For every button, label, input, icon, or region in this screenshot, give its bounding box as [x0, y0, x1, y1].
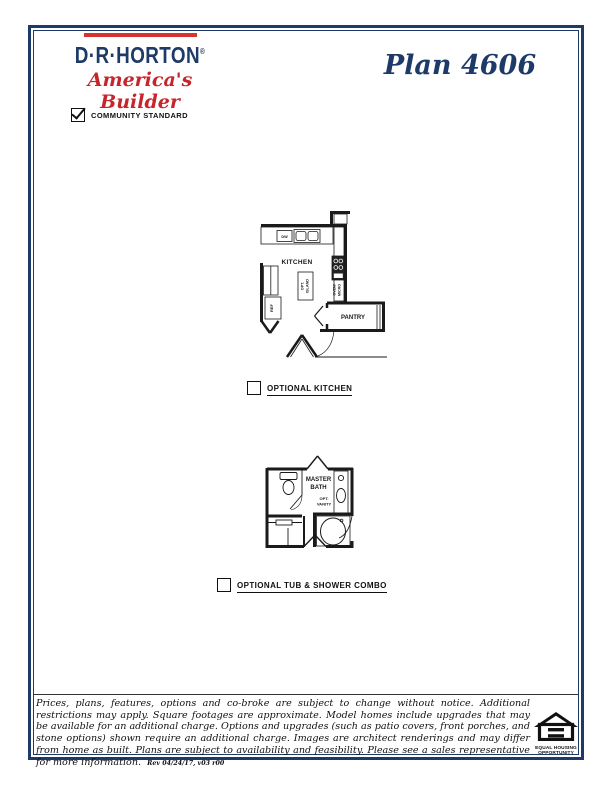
island-label-line2: ISLAND	[305, 278, 310, 294]
sink-faucet-icon	[338, 475, 343, 480]
kitchen-floor-plan	[238, 203, 390, 365]
master-bath-floor-plan	[253, 450, 375, 590]
optional-tub-shower-option	[217, 578, 387, 593]
dishwasher-label: DW	[281, 235, 288, 239]
vanity-label-line2: VANITY	[316, 501, 332, 507]
registered-mark: ®	[200, 47, 206, 56]
bath-room-label-line1: MASTER	[305, 477, 332, 483]
bath-room-label-line2: BATH	[310, 485, 327, 491]
brand-name-text: D·R·HORTON	[74, 42, 201, 68]
oven-label-line2: MICRO	[337, 284, 342, 296]
pantry-label: PANTRY	[341, 315, 365, 321]
equal-housing-logo	[533, 711, 579, 757]
community-standard-option	[71, 108, 188, 122]
bath-walls	[267, 456, 353, 548]
equal-housing-text-line1: EQUAL HOUSING	[535, 746, 577, 751]
toilet-icon	[280, 473, 297, 480]
page-title: Plan 4606	[383, 50, 537, 81]
equal-housing-text-line2: OPPORTUNITY	[538, 751, 574, 757]
optional-kitchen-checkbox[interactable]	[247, 381, 261, 395]
optional-tub-shower-label: OPTIONAL TUB & SHOWER COMBO	[237, 578, 387, 593]
island-label-line1: OPT.	[300, 281, 305, 291]
optional-kitchen-option	[247, 381, 352, 396]
drhorton-logo	[45, 33, 235, 113]
vanity-label-line1: OPT.	[319, 496, 329, 501]
oven-label-line1: OVEN/	[332, 284, 337, 296]
community-standard-label: COMMUNITY STANDARD	[91, 111, 188, 120]
community-standard-checkbox[interactable]	[71, 108, 85, 122]
footer-divider	[34, 694, 578, 695]
brand-tagline: America's Builder	[87, 69, 193, 113]
disclaimer-body: Prices, plans, features, options and co-broke are subject to change without notice. Additional restrictions may apply. Square footages are approximate. Model homes include upgrades that may be available for an additional charge. Options and upgrades (such as patio covers, front porches, and stone options) shown require an additional charge. Images are architect renderings and may differ from home as built. Plans are subject to availability and feasibility. Please see a sales representative for more information.	[36, 698, 530, 768]
brand-name	[62, 39, 218, 68]
sink-icon	[337, 489, 346, 503]
kitchen-walls	[261, 212, 387, 357]
kitchen-room-label: KITCHEN	[281, 259, 313, 266]
equal-housing-house-icon	[533, 711, 579, 741]
refrigerator-label: REF	[269, 304, 274, 312]
door-panel	[276, 520, 292, 525]
optional-tub-shower-checkbox[interactable]	[217, 578, 231, 592]
revision-text: Rev 04/24/17, v03 r00	[147, 759, 225, 767]
optional-kitchen-label: OPTIONAL KITCHEN	[267, 381, 352, 396]
logo-red-bar	[84, 33, 197, 37]
disclaimer-text	[36, 698, 530, 769]
